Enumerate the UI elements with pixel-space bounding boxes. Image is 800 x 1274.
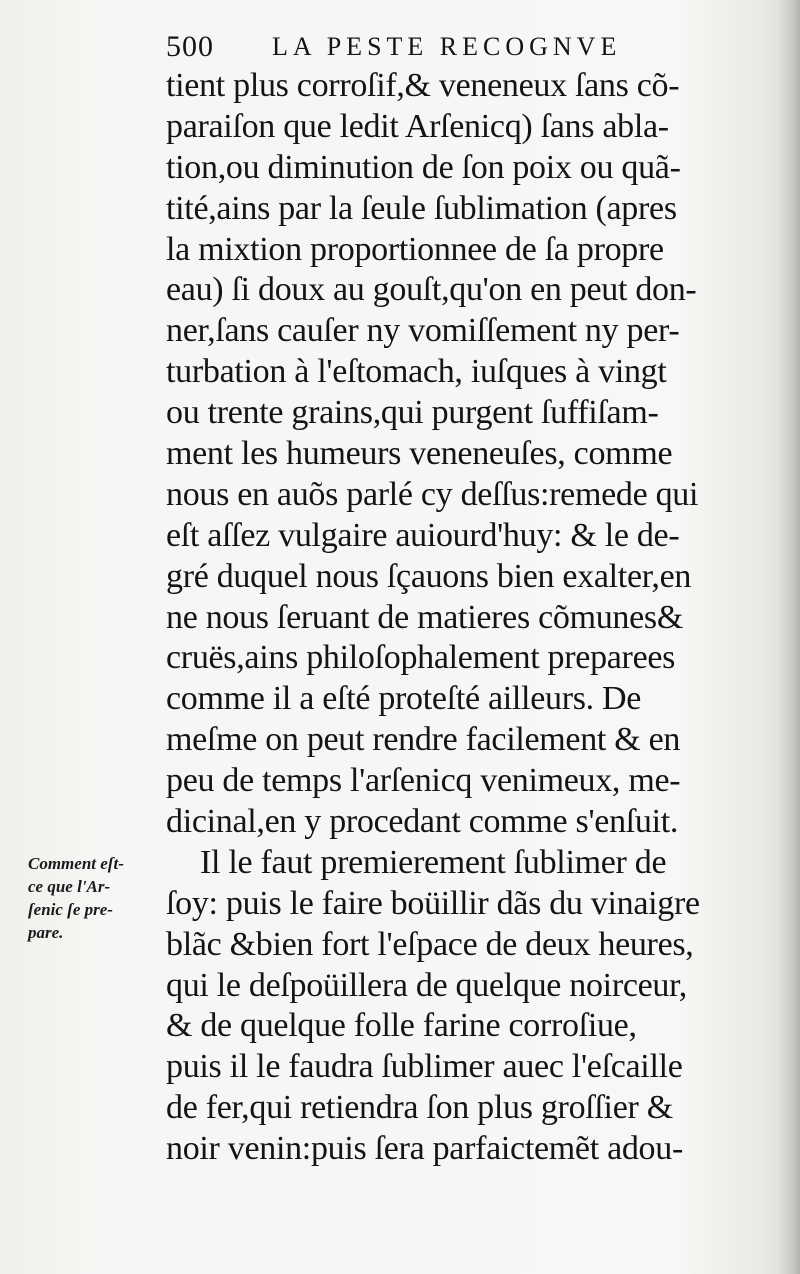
text-line: qui le deſpoüillera de quelque noirceur, [166, 966, 687, 1004]
text-line: paraiſon que ledit Arſenicq) ſans abla- [166, 107, 669, 145]
text-line: eſt aſſez vulgaire auiourd'huy: & le de- [166, 516, 680, 554]
text-line: tité,ains par la ſeule ſublimation (apres [166, 189, 677, 227]
page-gutter-shadow [778, 0, 800, 1274]
text-line: cruës,ains philoſophalement preparees [166, 639, 676, 677]
text-line: turbation à l'eſtomach, iuſques à vingt [166, 353, 667, 391]
text-line: la mixtion proportionnee de ſa propre [166, 230, 664, 268]
text-line: ou trente grains,qui purgent ſuffiſam- [166, 394, 659, 432]
main-text-block [166, 66, 712, 1170]
text-line: de fer,qui retiendra ſon plus groſſier & [166, 1089, 673, 1127]
text-line: dicinal,en y procedant comme s'enſuit. [166, 803, 679, 841]
text-line: meſme on peut rendre facilement & en [166, 721, 681, 759]
marginal-note-line: ce que l'Ar- [28, 877, 111, 896]
text-line: puis il le faudra ſublimer auec l'eſcaille [166, 1048, 683, 1086]
text-line: peu de temps l'arſenicq venimeux, me- [166, 762, 681, 800]
page-number: 500 [166, 30, 214, 63]
text-line: blãc &bien fort l'eſpace de deux heures, [166, 925, 694, 963]
running-title: LA PESTE RECOGNVE [272, 32, 622, 61]
text-line: comme il a eſté proteſté ailleurs. De [166, 680, 642, 718]
text-line: tion,ou diminution de ſon poix ou quã- [166, 148, 681, 186]
text-line: ment les humeurs veneneuſes, comme [166, 435, 673, 473]
marginal-note-line: Comment eſt- [28, 854, 124, 873]
text-line: nous en auõs parlé cy deſſus:remede qui [166, 475, 699, 513]
text-line: noir venin:puis ſera parfaictemẽt adou- [166, 1130, 683, 1168]
page-header [166, 28, 726, 68]
text-line: tient plus corroſif,& veneneux ſans cõ- [166, 67, 680, 104]
text-line: eau) ſi doux au gouſt,qu'on en peut don- [166, 271, 697, 309]
marginal-note-line: ſenic ſe pre- [28, 900, 113, 919]
marginal-note-line: pare. [28, 923, 64, 942]
paragraph-start-line: Il le faut premierement ſublimer de [200, 843, 667, 881]
marginal-note [28, 852, 158, 944]
text-line: & de quelque folle farine corroſiue, [166, 1007, 637, 1045]
text-line: ner,ſans cauſer ny vomiſſement ny per- [166, 312, 680, 350]
text-line: gré duquel nous ſçauons bien exalter,en [166, 557, 692, 595]
text-line: ſoy: puis le faire boüillir dãs du vinaigre [166, 884, 700, 922]
text-line: ne nous ſeruant de matieres cõmunes& [166, 598, 683, 636]
